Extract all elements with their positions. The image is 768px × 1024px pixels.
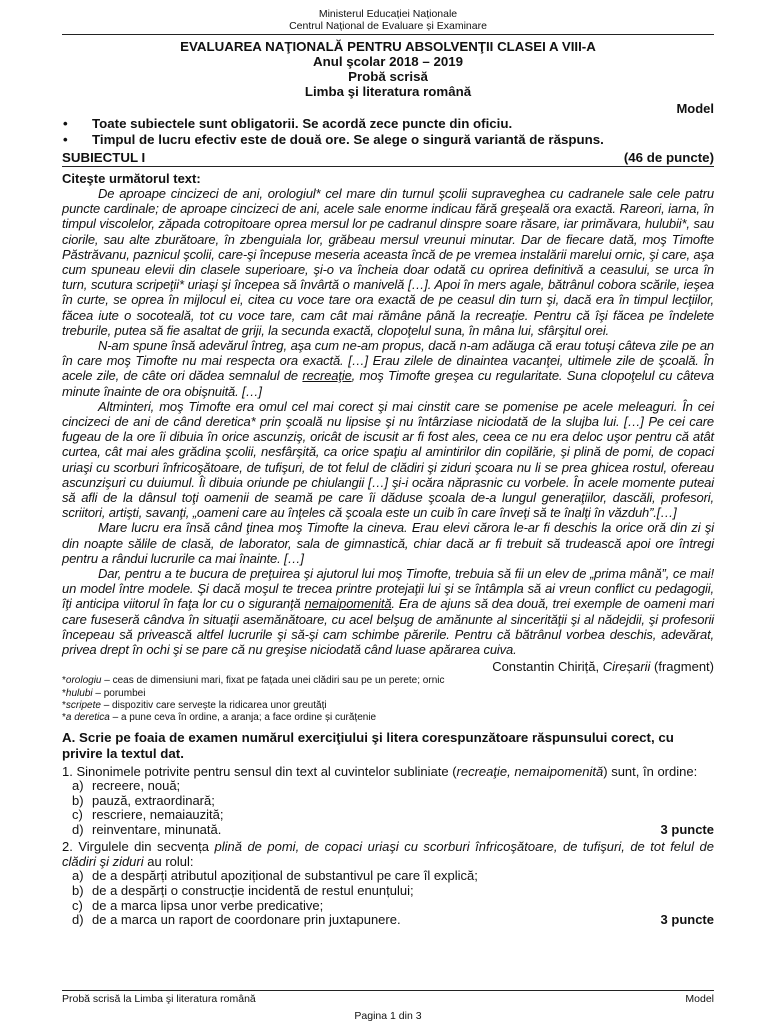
question-text: 2. Virgulele din secvența plină de pomi, de copaci uriaşi cu scorburi înfricoşătoare, de tufişuri, de tot felul de clădiri şi ziduri au rolul: — [62, 839, 714, 870]
section-points: (46 de puncte) — [623, 150, 714, 165]
footer-model: Model — [685, 993, 714, 1005]
answer-options — [62, 869, 714, 927]
subject-name: Limba şi literatura română — [304, 84, 472, 99]
glossary-item: *orologiu – ceas de dimensiuni mari, fixat pe fațada unei clădiri sau pe un perete; ornic — [62, 675, 445, 687]
school-year: Anul şcolar 2018 – 2019 — [312, 54, 464, 69]
answer-option: a) recreere, nouă; — [72, 778, 181, 794]
test-type: Probă scrisă — [348, 69, 428, 84]
source-note: (fragment) — [650, 659, 714, 675]
header-divider — [62, 34, 714, 35]
underlined-word: recreaţie — [302, 368, 352, 384]
answer-option: d) reinventare, minunată. 3 puncte — [72, 821, 714, 837]
glossary — [62, 675, 714, 724]
text-source — [62, 659, 714, 675]
text-paragraph: Mare lucru era însă când ţinea moş Timofte la cineva. Erau elevi cărora le-ar fi deschis la orice oră din zi şi din noapte sălile de clasă, de laborator, sala de gimnastică, chiar dacă ar fi trebuit să trudească apoi ore întregi pentru a rândui lucrurile ca mai înainte. […] — [62, 520, 714, 566]
source-work: Cireșarii — [602, 659, 651, 675]
model-label: Model — [676, 101, 714, 116]
ministry-name: Ministerul Educației Naționale — [318, 8, 458, 20]
center-name: Centrul Național de Evaluare și Examinare — [289, 20, 487, 32]
literary-text — [62, 186, 714, 657]
underlined-word: nemaipomenită — [304, 596, 392, 612]
text-paragraph: Altminteri, moş Timofte era omul cel mai corect şi mai cinstit care se pomenise pe acele meleaguri. În cei cincizeci de ani de când deretica* prin şcoală nu lipsise şi nu întârziase niciodată de la slujba lui. […] Pe cei care fugeau de la ore îi dibuia în orice ascunziş, oricât de iscusit ar fi fost ales, ceea ce nu era deloc uşor pentru că atât curtea, cât mai ales grădina şcolii, nesfârşită, ca orice spaţiu al amintirilor din copilărie, şi plină de pomi, de copaci uriaşi cu scorburi înfricoşătoare, de tufişuri, de tot felul de clădiri şi ziduri şcoara nu li se prea ghicea rostul, ofereau ascunzişuri cu duiumul. Îi dibuia oriunde pe chiulangii […] şi-i ocăra năprasnic cu vorbele. În acele momente puteai să afli de la dânsul toţi oamenii de seamă pe care îi dăduse şcoala de-a lungul generaţiilor, dascăli, profesori, scriitori, artişti, savanţi, „oameni care au înţeles că şcoala este un cuib în care înveţi să te înalţi în văzduh”.[…] — [62, 398, 714, 521]
bullet-icon: • — [63, 132, 68, 147]
answer-option: a) de a despărți atributul apozițional de substantivul pe care îl explică; — [72, 868, 478, 884]
page-number: Pagina 1 din 3 — [354, 1010, 422, 1022]
answer-options — [62, 779, 714, 837]
question-1 — [62, 764, 714, 837]
section-name: SUBIECTUL I — [62, 150, 146, 165]
rule-text: Toate subiectele sunt obligatorii. Se acordă zece puncte din oficiu. — [92, 116, 513, 131]
rule-item — [62, 132, 714, 148]
glossary-item: *a deretica – a pune ceva în ordine, a aranja; a face ordine și curățenie — [62, 711, 377, 723]
answer-option: d) de a marca un raport de coordonare prin juxtapunere. 3 puncte — [72, 912, 714, 928]
exam-page — [62, 8, 715, 1022]
rule-item — [62, 116, 714, 132]
glossary-item: *hulubi – porumbei — [62, 687, 146, 699]
task-a-title: A. Scrie pe foaia de examen numărul exerciţiului şi litera corespunzătoare răspunsului corect, cu privire la textul dat. — [62, 730, 674, 762]
exam-title: EVALUAREA NAŢIONALĂ PENTRU ABSOLVENŢII CLASEI A VIII-A — [180, 39, 596, 54]
rules-list — [62, 116, 714, 148]
answer-option: b) de a despărți o construcție incidentă de restul enunțului; — [72, 883, 414, 899]
rule-text: Timpul de lucru efectiv este de două ore. Se alege o singură variantă de răspuns. — [92, 132, 604, 147]
text-paragraph: Dar, pentru a te bucura de preţuirea şi ajutorul lui moş Timofte, trebuia să fii un elev de „prima mână”, ce mai! un model între modele. Şi dacă moşul te trecea printre protejaţii lui şi se întâmpla să ai vreun conflict cu pedagogii, îţi anticipa viitorul în faţa lor cu o siguranţă nemaipomenită. Era de ajuns să dea două, trei exemple de oameni mari care fuseseră cândva în situaţii asemănătoare, cu acel belşug de amănunte al sincerităţii şi al nădejdii, şi profesorii începeau să privească altfel lucrurile şi să-şi cam schimbe părerile. Pentru că bătrânul vorbea deschis, adevărat, privea drept în ochi şi se pare că nu greşise niciodată când luase apărarea cuiva. — [62, 566, 714, 658]
question-points: 3 puncte — [660, 912, 714, 928]
question-points: 3 puncte — [660, 821, 714, 837]
bullet-icon: • — [63, 116, 68, 131]
text-paragraph: De aproape cincizeci de ani, orologiul* cel mare din turnul şcolii supraveghea cu cadranele sale cele patru puncte cardinale; de aproape cincizeci de ani, acele sale enorme indicau fără greşeală ora exactă. Rareori, iarna, în timpul viscolelor, zăpada cotropitoare oprea mersul lor pe cadranul dinspre soare răsare, iar primăvara, hulubii*, sau ciorile, sau alte zburătoare, în zbenguiala lor, grăbeau mersul vreunui minutar. Dar de fiecare dată, moş Timofte Păstrăvanu, paznicul şcolii, care-şi începuse meseria aceasta încă de pe vremea instalării marelui ornic, şi care, aşa cum spuneau elevii din clasele superioare, şi-o va încheia doar odată cu oprirea definitivă a ceasului, se urca în turn, scutura scripeţii* uriaşi şi începea să învârtă o manivelă […]. Apoi în mers agale, bătrânul cobora scările, ieşea în curte, se oprea în mijlocul ei, citea cu voce tare ora exactă de pe ceasul din turn şi, dacă era în timpul lecţiilor, făcea iute o socoteală, tot cu voce tare, cam cât mai rămâne până la recreaţie. Pentru că îşi făcea pe îndelete treburile, putea să fie asaltat de griji, la secunda exactă, clopoţelul suna, în mâna lui, sfârşitul orei. — [62, 186, 714, 338]
footer-test-name: Probă scrisă la Limba şi literatura română — [62, 993, 256, 1005]
answer-option: b) pauză, extraordinară; — [72, 792, 215, 808]
text-paragraph: N-am spune însă adevărul întreg, aşa cum ne-am propus, dacă n-am adăuga că erau totuşi câteva zile pe an în care moş Timofte nu mai respecta ora exactă. […] Erau zilele de dinaintea vacanţei, ultimele zile de şcoală. În acele zile, de câte ori dădea semnalul de recreaţie, moş Timofte greşea cu regularitate. Suna clopoţelul cu câteva minute înainte de ora obişnuită. […] — [62, 338, 715, 399]
section-header — [62, 150, 714, 167]
source-author: Constantin Chiriță, — [492, 659, 603, 675]
answer-option: c) de a marca lipsa unor verbe predicative; — [72, 897, 324, 913]
page-footer — [62, 990, 714, 1023]
question-2 — [62, 839, 714, 927]
answer-option: c) rescriere, nemaiauzită; — [72, 807, 224, 823]
question-text: 1. Sinonimele potrivite pentru sensul din text al cuvintelor subliniate (recreaţie, nemaipomenită) sunt, în ordine: — [62, 764, 698, 780]
glossary-item: *scripete – dispozitiv care servește la ridicarea unor greutăți — [62, 699, 327, 711]
reading-instruction: Citeşte următorul text: — [62, 171, 201, 186]
